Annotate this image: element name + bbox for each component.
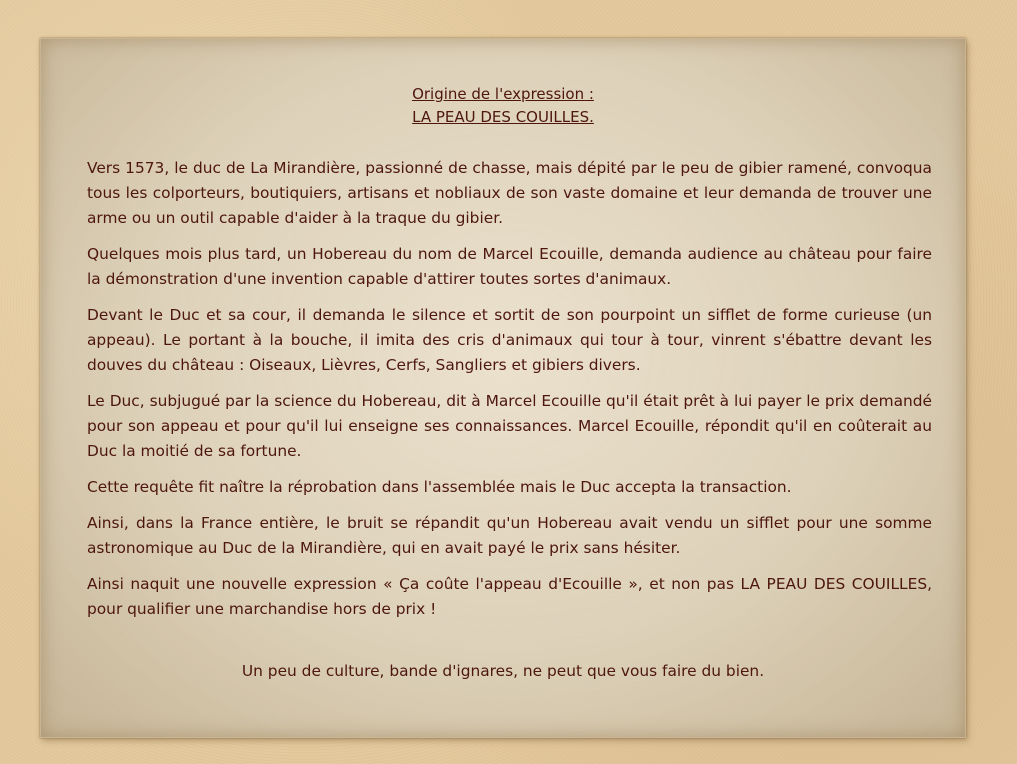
paragraph: Devant le Duc et sa cour, il demanda le silence et sortit de son pourpoint un sifflet de forme curieuse (un appeau). Le portant à la bouche, il imita des cris d'animaux qui tour à tour, vinrent s'ébattre devant les douves du château : Oiseaux, Lièvres, Cerfs, Sangliers et gibiers divers. — [87, 306, 932, 374]
paragraph: Ainsi naquit une nouvelle expression « Ça coûte l'appeau d'Ecouille », et non pas LA PEAU DES COUILLES, pour qualifier une marchandise hors de prix ! — [87, 575, 932, 618]
title-line-1: Origine de l'expression : — [412, 85, 594, 103]
paragraph: Vers 1573, le duc de La Mirandière, passionné de chasse, mais dépité par le peu de gibier ramené, convoqua tous les colporteurs, boutiquiers, artisans et nobliaux de son vaste domaine et leur demanda de trouver une arme ou un outil capable d'aider à la traque du gibier. — [87, 159, 932, 227]
story-body — [87, 156, 932, 633]
paragraph: Ainsi, dans la France entière, le bruit se répandit qu'un Hobereau avait vendu un sifflet pour une somme astronomique au Duc de la Mirandière, qui en avait payé le prix sans hésiter. — [87, 514, 932, 557]
closing-line: Un peu de culture, bande d'ignares, ne peut que vous faire du bien. — [241, 662, 765, 680]
paragraph: Le Duc, subjugué par la science du Hobereau, dit à Marcel Ecouille qu'il était prêt à lui payer le prix demandé pour son appeau et pour qu'il lui enseigne ses connaissances. Marcel Ecouille, répondit qu'il en coûterait au Duc la moitié de sa fortune. — [87, 392, 932, 460]
paragraph: Cette requête fit naître la réprobation dans l'assemblée mais le Duc accepta la transaction. — [87, 478, 792, 496]
parchment-page — [40, 38, 966, 738]
paragraph: Quelques mois plus tard, un Hobereau du nom de Marcel Ecouille, demanda audience au château pour faire la démonstration d'une invention capable d'attirer toutes sortes d'animaux. — [87, 245, 932, 288]
title-line-2: LA PEAU DES COUILLES. — [412, 108, 594, 126]
